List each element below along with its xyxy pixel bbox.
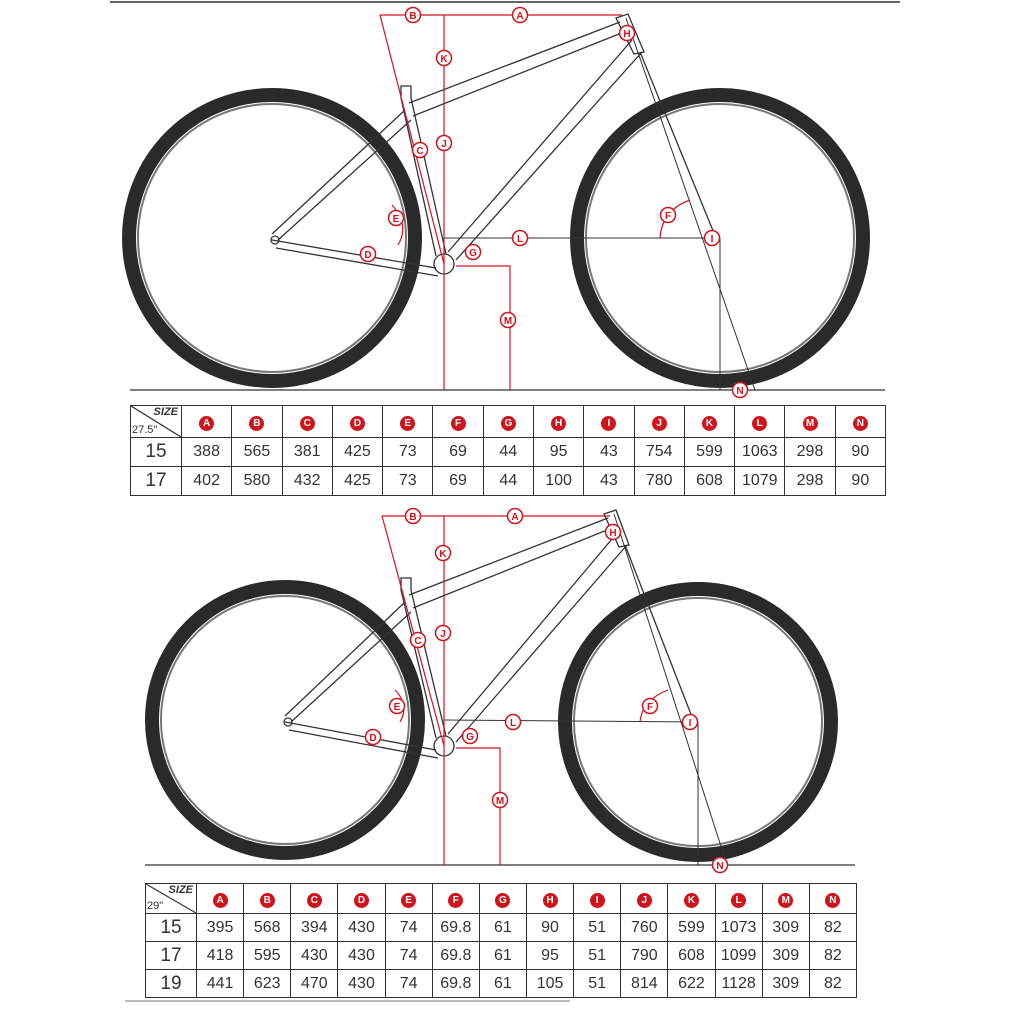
size-label: SIZE (153, 406, 178, 418)
value-cell: 100 (533, 467, 583, 496)
label-i: I (710, 234, 714, 245)
column-header-c (291, 884, 338, 914)
value-cell: 622 (668, 970, 715, 998)
value-cell: 430 (338, 942, 385, 970)
column-badge: E (401, 893, 416, 908)
value-cell: 69.8 (432, 914, 479, 942)
fork (625, 545, 694, 722)
steer-axis (626, 18, 755, 390)
column-header-e (385, 884, 432, 914)
size-label: SIZE (168, 884, 193, 896)
value-cell: 623 (244, 970, 291, 998)
size-cell: 17 (146, 942, 197, 970)
label-i: I (688, 718, 692, 729)
value-cell: 73 (383, 438, 433, 467)
value-cell: 44 (483, 438, 533, 467)
column-header-j (634, 406, 684, 438)
column-header-k (668, 884, 715, 914)
column-badge: M (803, 416, 818, 431)
steer-axis (614, 514, 727, 865)
column-header-n (809, 884, 856, 914)
column-badge: N (825, 893, 840, 908)
value-cell: 394 (291, 914, 338, 942)
column-header-f (432, 884, 479, 914)
column-badge: I (590, 893, 605, 908)
value-cell: 61 (479, 970, 526, 998)
table-row (146, 942, 857, 970)
seat-collar (401, 86, 411, 98)
column-badge: G (495, 893, 510, 908)
header-row (146, 884, 857, 914)
frame (271, 14, 644, 276)
value-cell: 568 (244, 914, 291, 942)
column-badge: H (543, 893, 558, 908)
value-cell: 69.8 (432, 970, 479, 998)
label-h: H (609, 528, 617, 539)
value-cell: 90 (835, 467, 885, 496)
label-g: G (469, 248, 477, 259)
column-header-k (684, 406, 734, 438)
label-m: M (495, 796, 505, 807)
column-header-f (433, 406, 483, 438)
value-cell: 1099 (715, 942, 762, 970)
column-badge: G (501, 416, 516, 431)
column-badge: J (637, 893, 652, 908)
size-cell: 15 (146, 914, 197, 942)
value-cell: 760 (621, 914, 668, 942)
value-cell: 395 (197, 914, 244, 942)
value-cell: 309 (762, 942, 809, 970)
value-cell: 105 (526, 970, 573, 998)
column-header-g (479, 884, 526, 914)
label-g: G (466, 732, 474, 743)
table-row (146, 914, 857, 942)
value-cell: 82 (809, 970, 856, 998)
value-cell: 73 (383, 467, 433, 496)
column-header-l (735, 406, 785, 438)
column-header-c (282, 406, 332, 438)
divider (125, 1000, 570, 1002)
geometry-table-29 (145, 883, 857, 998)
size-corner-cell (131, 406, 182, 438)
value-cell: 418 (197, 942, 244, 970)
value-cell: 69 (433, 438, 483, 467)
column-header-j (621, 884, 668, 914)
column-badge: I (601, 416, 616, 431)
value-cell: 74 (385, 942, 432, 970)
value-cell: 430 (291, 942, 338, 970)
bike-diagram-1 (129, 8, 885, 398)
value-cell: 432 (282, 467, 332, 496)
value-cell: 565 (232, 438, 282, 467)
wheel-size-label: 27.5" (132, 424, 158, 436)
column-badge: C (307, 893, 322, 908)
label-l: L (509, 718, 517, 729)
value-cell: 608 (668, 942, 715, 970)
column-header-d (338, 884, 385, 914)
column-header-h (526, 884, 573, 914)
value-cell: 43 (584, 438, 634, 467)
label-a: A (511, 512, 519, 523)
value-cell: 425 (332, 467, 382, 496)
column-header-i (584, 406, 634, 438)
label-d: D (369, 733, 377, 744)
value-cell: 425 (332, 438, 382, 467)
label-h: H (623, 29, 631, 40)
column-header-h (533, 406, 583, 438)
value-cell: 90 (526, 914, 573, 942)
value-cell: 43 (584, 467, 634, 496)
label-j: J (441, 139, 447, 150)
bike-diagram-2 (145, 509, 855, 873)
label-c: C (414, 636, 422, 647)
label-k: K (439, 549, 447, 560)
fork (640, 52, 716, 238)
value-cell: 1128 (715, 970, 762, 998)
column-header-m (785, 406, 835, 438)
value-cell: 595 (244, 942, 291, 970)
column-header-d (332, 406, 382, 438)
size-cell: 17 (131, 467, 182, 496)
size-cell: 15 (131, 438, 182, 467)
value-cell: 599 (668, 914, 715, 942)
value-cell: 790 (621, 942, 668, 970)
label-e: E (392, 214, 400, 225)
value-cell: 61 (479, 914, 526, 942)
column-header-g (483, 406, 533, 438)
value-cell: 51 (574, 942, 621, 970)
column-badge: M (778, 893, 793, 908)
size-cell: 19 (146, 970, 197, 998)
column-badge: D (350, 416, 365, 431)
value-cell: 754 (634, 438, 684, 467)
value-cell: 95 (533, 438, 583, 467)
value-cell: 388 (182, 438, 232, 467)
label-b: B (409, 512, 417, 523)
label-a: A (516, 11, 524, 22)
label-n: N (736, 386, 744, 397)
measurement-lines (380, 15, 755, 390)
table-row (131, 438, 886, 467)
value-cell: 599 (684, 438, 734, 467)
value-cell: 780 (634, 467, 684, 496)
value-cell: 580 (232, 467, 282, 496)
value-cell: 608 (684, 467, 734, 496)
column-header-e (383, 406, 433, 438)
label-f: F (664, 211, 672, 222)
column-header-i (574, 884, 621, 914)
value-cell: 82 (809, 942, 856, 970)
value-cell: 298 (785, 467, 835, 496)
label-k: K (440, 54, 448, 65)
column-badge: L (731, 893, 746, 908)
value-cell: 90 (835, 438, 885, 467)
value-cell: 402 (182, 467, 232, 496)
label-e: E (393, 702, 401, 713)
wheel-size-label: 29" (147, 900, 164, 912)
column-badge: E (400, 416, 415, 431)
table-row (131, 467, 886, 496)
column-badge: J (652, 416, 667, 431)
column-header-b (232, 406, 282, 438)
value-cell: 61 (479, 942, 526, 970)
geometry-table-27-5 (130, 405, 886, 496)
measurement-lines (382, 514, 727, 865)
label-j: J (440, 629, 446, 640)
value-cell: 309 (762, 970, 809, 998)
label-f: F (646, 702, 654, 713)
label-m: M (503, 316, 513, 327)
value-cell: 441 (197, 970, 244, 998)
value-cell: 82 (809, 914, 856, 942)
value-cell: 1073 (715, 914, 762, 942)
value-cell: 430 (338, 970, 385, 998)
column-badge: N (853, 416, 868, 431)
value-cell: 1063 (735, 438, 785, 467)
column-header-n (835, 406, 885, 438)
column-badge: B (260, 893, 275, 908)
column-badge: K (684, 893, 699, 908)
label-c: C (416, 146, 424, 157)
column-badge: L (752, 416, 767, 431)
value-cell: 298 (785, 438, 835, 467)
value-cell: 814 (621, 970, 668, 998)
column-badge: F (451, 416, 466, 431)
column-badge: C (300, 416, 315, 431)
column-badge: K (702, 416, 717, 431)
value-cell: 1079 (735, 467, 785, 496)
column-badge: D (354, 893, 369, 908)
column-badge: A (199, 416, 214, 431)
column-header-a (197, 884, 244, 914)
column-badge: H (551, 416, 566, 431)
value-cell: 430 (338, 914, 385, 942)
column-badge: B (249, 416, 264, 431)
size-corner-cell (146, 884, 197, 914)
value-cell: 74 (385, 914, 432, 942)
value-cell: 51 (574, 914, 621, 942)
value-cell: 69.8 (432, 942, 479, 970)
column-header-l (715, 884, 762, 914)
label-l: L (516, 234, 524, 245)
column-badge: A (213, 893, 228, 908)
column-header-m (762, 884, 809, 914)
top-tube (409, 22, 624, 116)
value-cell: 309 (762, 914, 809, 942)
value-cell: 95 (526, 942, 573, 970)
column-badge: F (448, 893, 463, 908)
value-cell: 74 (385, 970, 432, 998)
label-n: N (716, 861, 724, 872)
top-tube (409, 518, 612, 608)
header-row (131, 406, 886, 438)
column-header-a (182, 406, 232, 438)
table-row (146, 970, 857, 998)
value-cell: 470 (291, 970, 338, 998)
value-cell: 51 (574, 970, 621, 998)
label-d: D (364, 250, 372, 261)
column-header-b (244, 884, 291, 914)
seat-collar (401, 578, 411, 590)
value-cell: 381 (282, 438, 332, 467)
value-cell: 69 (433, 467, 483, 496)
value-cell: 44 (483, 467, 533, 496)
label-b: B (409, 11, 417, 22)
